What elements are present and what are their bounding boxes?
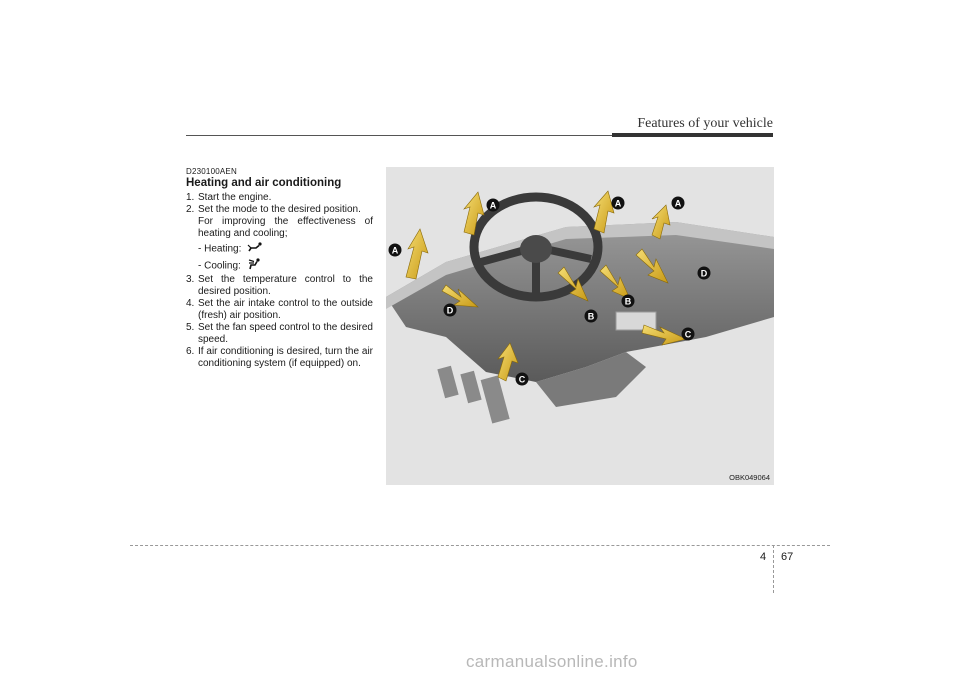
label-d-right: D — [700, 268, 708, 279]
footer-divider — [773, 545, 775, 593]
dashboard-drawing — [386, 167, 774, 485]
step-2-note: For improving the effectiveness of heating and cooling; — [198, 216, 373, 239]
step-4: 4. Set the air intake control to the outside (fresh) air position. — [186, 298, 373, 321]
page-header-title: Features of your vehicle — [637, 116, 773, 131]
heating-line — [186, 242, 373, 256]
steps-list — [186, 192, 373, 370]
dashboard-panel — [386, 222, 774, 382]
label-d-left: D — [446, 305, 454, 316]
footer-rule — [130, 545, 830, 546]
arrow-a-left — [406, 229, 428, 279]
figure-code: OBK049064 — [729, 473, 770, 482]
step-5: 5. Set the fan speed control to the desired speed. — [186, 322, 373, 345]
pedal-left — [437, 366, 458, 399]
label-a-top: A — [489, 200, 497, 211]
step-1: 1. Start the engine. — [186, 192, 272, 203]
chapter-number: 4 — [760, 551, 767, 563]
cooling-line — [186, 258, 373, 274]
floor-heating-icon — [247, 242, 263, 256]
section-code: D230100AEN — [186, 167, 237, 176]
label-c-right: C — [684, 329, 692, 340]
cooling-label: - Cooling: — [198, 260, 241, 272]
pedal-middle — [460, 371, 481, 404]
pedal-right — [481, 375, 510, 423]
steering-hub — [520, 235, 552, 263]
heating-label: - Heating: — [198, 243, 242, 255]
section-title: Heating and air conditioning — [186, 177, 342, 189]
label-b-left: B — [587, 311, 595, 322]
face-vent-icon — [247, 258, 263, 274]
dashboard-airflow-illustration — [386, 167, 774, 485]
label-a-center: A — [614, 198, 622, 209]
label-a-right: A — [674, 198, 682, 209]
step-2: 2. Set the mode to the desired position. — [186, 204, 361, 215]
step-3: 3. Set the temperature control to the desired position. — [186, 274, 373, 297]
step-6: 6. If air conditioning is desired, turn the air conditioning system (if equipped) on. — [186, 346, 373, 369]
label-b-right: B — [624, 296, 632, 307]
label-a-left: A — [391, 245, 399, 256]
page-number: 67 — [781, 551, 794, 563]
header-rule-accent — [612, 133, 773, 137]
label-c-left: C — [518, 374, 526, 385]
watermark: carmanualsonline.info — [466, 652, 638, 671]
